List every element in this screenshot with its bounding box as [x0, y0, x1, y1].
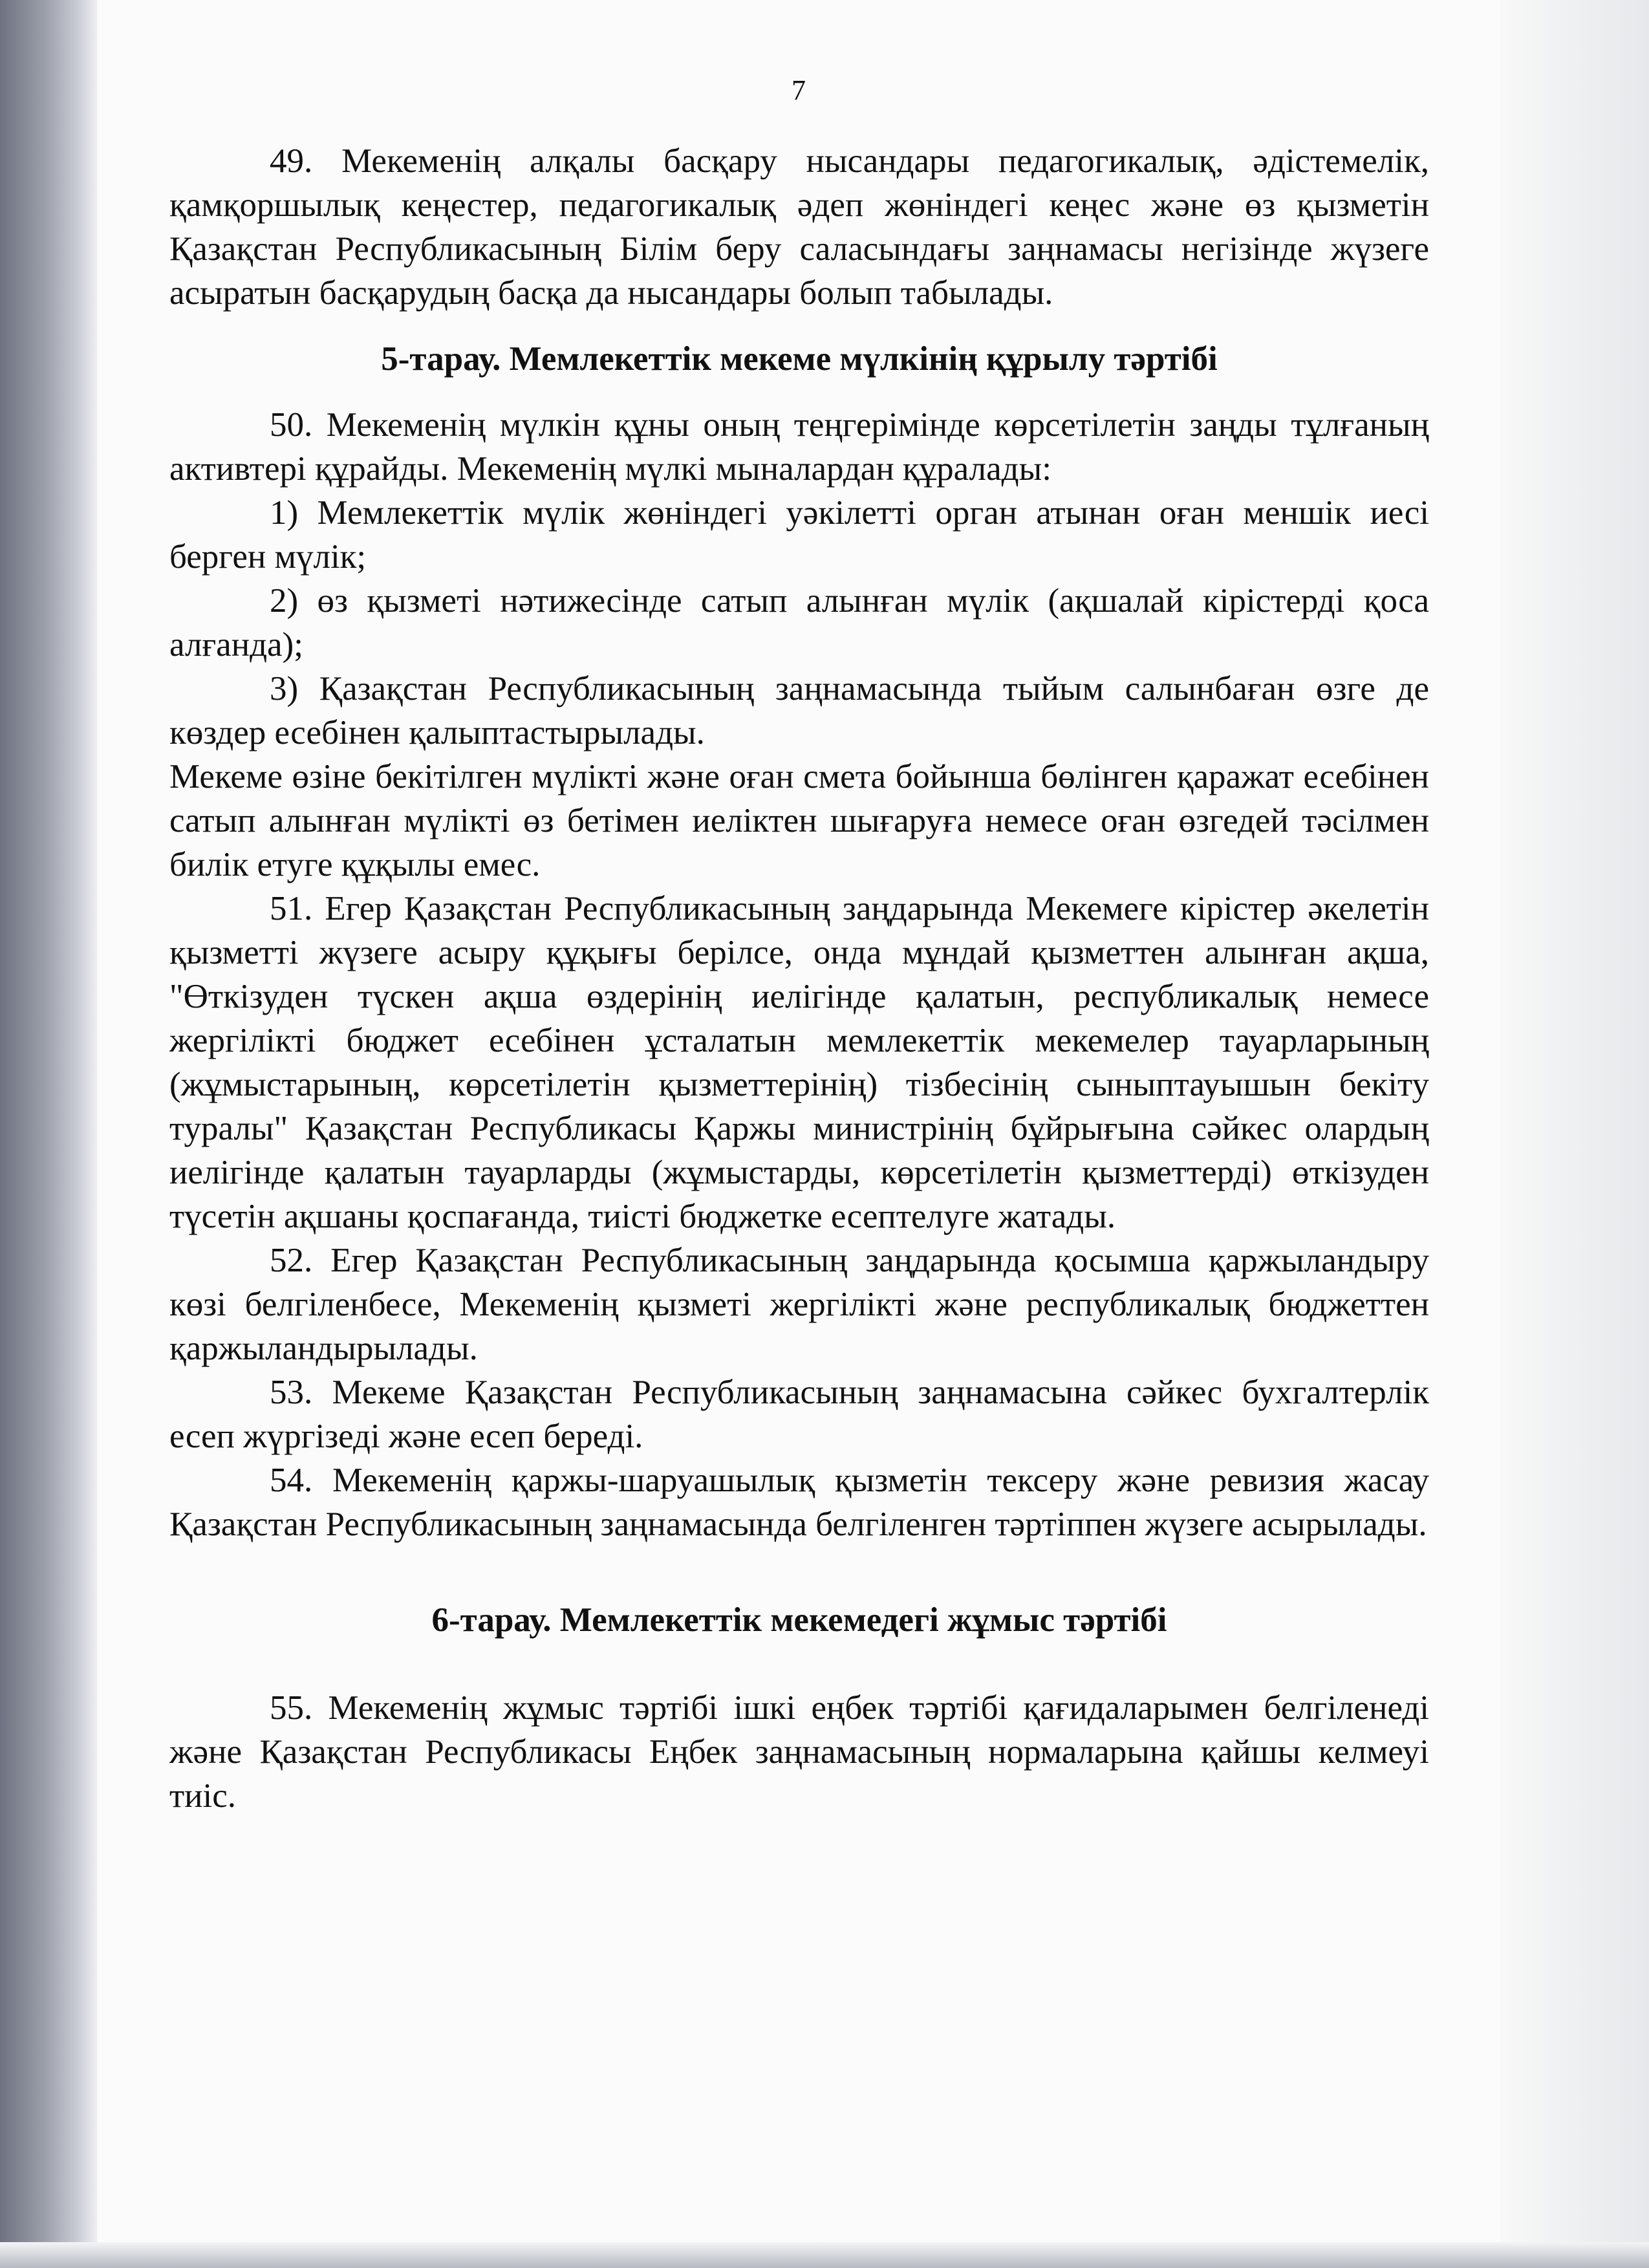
scan-shadow-bottom: [0, 2242, 1649, 2268]
paragraph-54: 54. Мекеменің қаржы-шаруашылық қызметін тексеру және ревизия жасау Қазақстан Республикасының заңнамасында белгіленген тәртіппен жүзеге асырылады.: [169, 1462, 1429, 1543]
paragraph-51: 51. Егер Қазақстан Республикасының заңдарында Мекемеге кірістер әкелетін қызметті жүзеге асыру құқығы берілсе, онда мұндай қызметтен алынған ақша, "Өткізуден түскен ақша өздерінің иелігінде қалатын, республикалық немесе жергілікті бюджет есебінен ұсталатын мемлекеттік мекемелер тауарларының (жұмыстарының, көрсетілетін қызметтерінің) тізбесінің сыныптауышын бекіту туралы" Қазақстан Республикасы Қаржы министрінің бұйрығына сәйкес олардың иелігінде қалатын тауарларды (жұмыстарды, көрсетілетін қызметтерді) өткізуден түсетін ақшаны қоспағанда, тиісті бюджетке есептелуге жатады.: [169, 890, 1429, 1235]
spacer: [169, 1664, 1429, 1686]
paragraph-50: 50. Мекеменің мүлкін құны оның теңгерімінде көрсетілетін заңды тұлғаның активтері құрайды. Мекеменің мүлкі мыналардан құралады:: [169, 406, 1429, 488]
paragraph-note: Мекеме өзіне бекітілген мүлікті және оған смета бойынша бөлінген қаражат есебінен сатып алынған мүлікті өз бетімен иеліктен шығаруға немесе оған өзгедей тәсілмен билік етуге құқылы емес.: [169, 758, 1429, 883]
scan-edge-right: [1499, 0, 1649, 2268]
document-page: [97, 0, 1500, 2242]
list-item-1: 1) Мемлекеттік мүлік жөніндегі уәкілетті орган атынан оған меншік иесі берген мүлік;: [169, 494, 1429, 576]
list-item-2: 2) өз қызметі нәтижесінде сатып алынған мүлік (ақшалай кірістерді қоса алғанда);: [169, 582, 1429, 664]
spacer: [169, 1546, 1429, 1576]
document-body: [169, 139, 1429, 1818]
section-5-title: 5-тарау. Мемлекеттік мекеме мүлкінің құрылу тәртібі: [381, 340, 1218, 378]
section-6-title: 6-тарау. Мемлекеттік мекемедегі жұмыс тәртібі: [431, 1601, 1167, 1639]
scan-shadow-left: [0, 0, 97, 2268]
paragraph-53: 53. Мекеме Қазақстан Республикасының заңнамасына сәйкес бухгалтерлік есеп жүргізеді және есеп береді.: [169, 1374, 1429, 1455]
paragraph-55: 55. Мекеменің жұмыс тәртібі ішкі еңбек тәртібі қағидаларымен белгіленеді және Қазақстан Республикасы Еңбек заңнамасының нормаларына қайшы келмеуі тиіс.: [169, 1689, 1429, 1815]
list-item-3: 3) Қазақстан Республикасының заңнамасында тыйым салынбаған өзге де көздер есебінен қалыптастырылады.: [169, 670, 1429, 751]
paragraph-52: 52. Егер Қазақстан Республикасының заңдарында қосымша қаржыландыру көзі белгіленбесе, Мекеменің қызметі жергілікті және республикалық бюджеттен қаржыландырылады.: [169, 1242, 1429, 1367]
paragraph-49: 49. Мекеменің алқалы басқару нысандары педагогикалық, әдістемелік, қамқоршылық кеңестер, педагогикалық әдеп жөніндегі кеңес және өз қызметін Қазақстан Республикасының Білім беру саласындағы заңнамасы негізінде жүзеге асыратын басқарудың басқа да нысандары болып табылады.: [169, 142, 1429, 312]
page-number: 7: [792, 74, 806, 106]
